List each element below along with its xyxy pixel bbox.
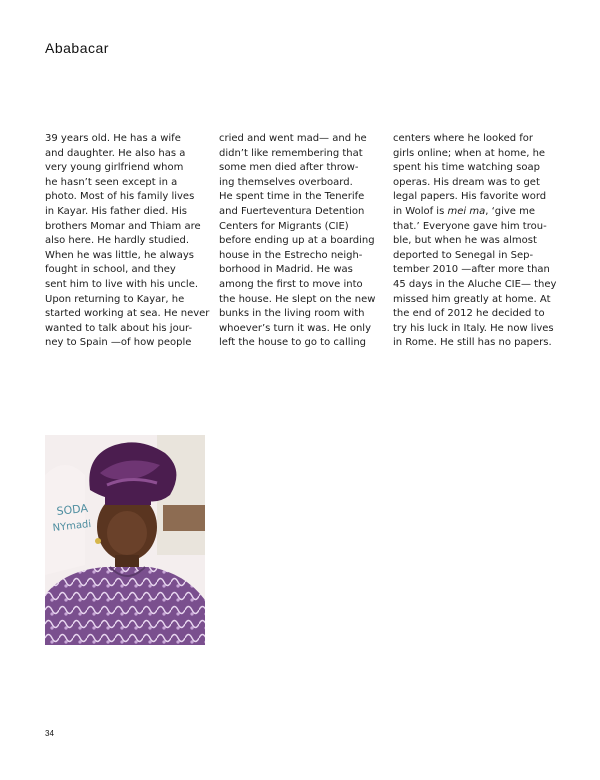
text-line: When he was little, he always	[45, 249, 194, 261]
text-line: whoever’s turn it was. He only	[219, 322, 372, 334]
text-line: left the house to go to calling	[219, 337, 367, 349]
page-title: Ababacar	[45, 40, 109, 56]
text-line: he hasn’t seen except in a	[45, 176, 178, 188]
text-line: some men died after throw-	[219, 162, 359, 174]
text-column-1	[45, 132, 213, 351]
wolof-word: mei ma	[447, 205, 486, 217]
text-line: didn’t like remembering that	[219, 147, 363, 159]
text-line: operas. His dream was to get	[393, 176, 540, 188]
text-line: and daughter. He also has a	[45, 147, 186, 159]
text-line: He spent time in the Tenerife	[219, 191, 365, 203]
text-line: sent him to live with his uncle.	[45, 278, 199, 290]
text-line: the end of 2012 he decided to	[393, 308, 545, 320]
text-column-3	[393, 132, 561, 351]
text-line: missed him greatly at home. At	[393, 293, 551, 305]
text-line: cried and went mad— and he	[219, 133, 367, 144]
text-line: girls online; when at home, he	[393, 147, 546, 159]
text-line: brothers Momar and Thiam are	[45, 220, 201, 232]
text-line	[393, 205, 561, 220]
text-line: among the first to move into	[219, 278, 363, 290]
text-line: started working at sea. He never	[45, 308, 210, 320]
text-line: wanted to talk about his jour-	[45, 322, 193, 334]
text-line: also here. He hardly studied.	[45, 235, 190, 247]
text-line: ney to Spain —of how people	[45, 337, 192, 349]
text-fragment: , ‘give me	[485, 205, 536, 217]
text-line: fought in school, and they	[45, 264, 176, 276]
text-line: spent his time watching soap	[393, 162, 540, 174]
handwritten-name-line-1: SODA	[55, 501, 89, 518]
text-line: before ending up at a boarding	[219, 235, 375, 247]
text-line: legal papers. His favorite word	[393, 191, 547, 203]
text-line: borhood in Madrid. He was	[219, 264, 353, 276]
text-line: the house. He slept on the new	[219, 293, 376, 305]
text-line: that.’ Everyone gave him trou-	[393, 220, 547, 232]
text-line: Centers for Migrants (CIE)	[219, 220, 349, 232]
text-line: tember 2010 —after more than	[393, 264, 550, 276]
text-line: try his luck in Italy. He now lives	[393, 322, 554, 334]
text-column-2	[219, 132, 387, 351]
page-number: 34	[45, 729, 54, 738]
text-line: bunks in the living room with	[219, 308, 365, 320]
text-fragment: in Wolof is	[393, 205, 448, 217]
text-line: photo. Most of his family lives	[45, 191, 195, 203]
text-line: 39 years old. He has a wife	[45, 133, 181, 144]
text-line: ble, but when he was almost	[393, 235, 537, 247]
text-line: Upon returning to Kayar, he	[45, 293, 185, 305]
text-line: ing themselves overboard.	[219, 176, 353, 188]
text-line: very young girlfriend whom	[45, 162, 184, 174]
text-line: deported to Senegal in Sep-	[393, 249, 534, 261]
text-line: in Rome. He still has no papers.	[393, 337, 552, 349]
text-line: centers where he looked for	[393, 133, 533, 144]
text-line: house in the Estrecho neigh-	[219, 249, 363, 261]
text-line: 45 days in the Aluche CIE— they	[393, 278, 557, 290]
handwritten-name-line-2: NYmadi	[52, 519, 92, 534]
text-line: and Fuerteventura Detention	[219, 205, 365, 217]
portrait-photo	[45, 435, 205, 645]
text-line: in Kayar. His father died. His	[45, 205, 187, 217]
